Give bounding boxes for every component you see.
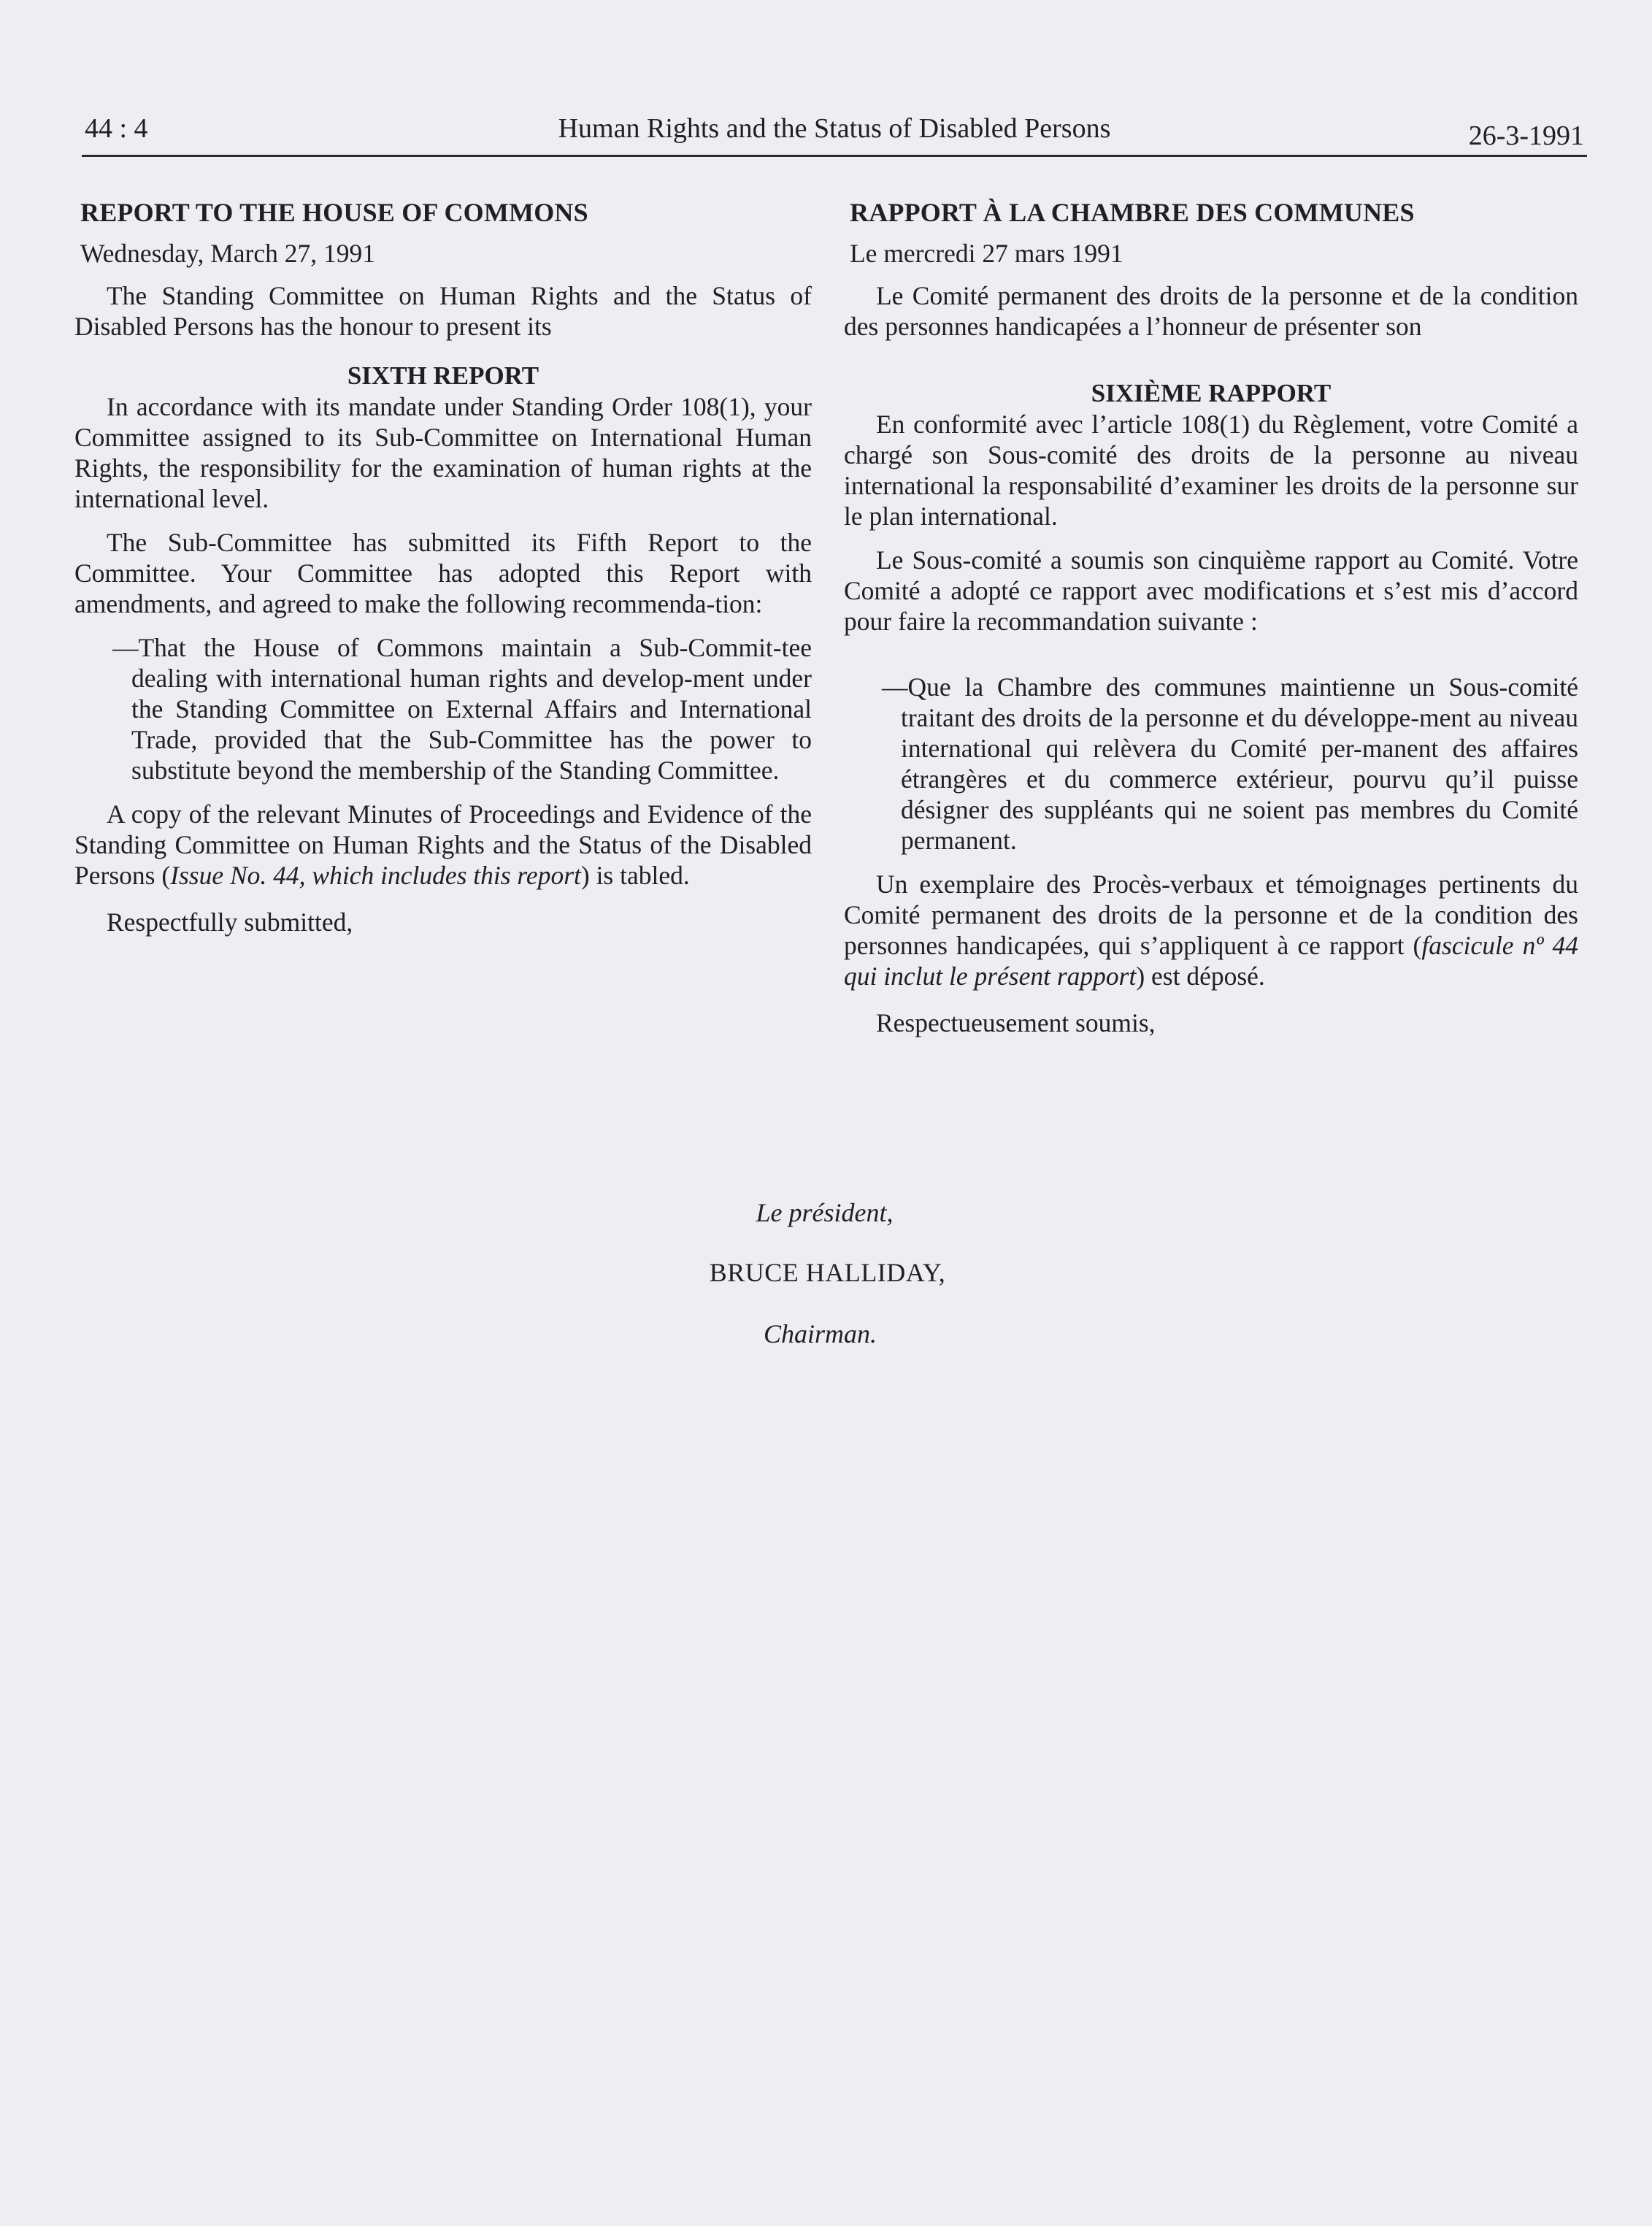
french-tabling-text-2: ) est déposé. — [1136, 962, 1265, 991]
french-recommendation: —Que la Chambre des communes maintienne un Sous-comité traitant des droits de la personne et du développe-ment au niveau international qui relèvera du Comité per-manent des affaires étrangères et du commerce extérieur, pourvu qu’il puisse désigner des suppléants qui ne soient pas membres du Comité permanent. — [882, 672, 1578, 855]
french-intro: Le Comité permanent des droits de la personne et de la condition des personnes handicapées a l’honneur de présenter son — [844, 281, 1578, 341]
french-heading: RAPPORT À LA CHAMBRE DES COMMUNES — [850, 198, 1415, 227]
english-tabling-paragraph — [74, 799, 812, 891]
french-tabling-paragraph — [844, 869, 1578, 991]
english-report-title: SIXTH REPORT — [347, 361, 539, 390]
english-recommendation: —That the House of Commons maintain a Sub-Commit-tee dealing with international human rights and develop-ment under the Standing Committee on External Affairs and International Trade, provided that the Sub-Committee has the power to substitute beyond the membership of the Standing Committee. — [112, 633, 812, 785]
english-intro: The Standing Committee on Human Rights and the Status of Disabled Persons has the honour to present its — [74, 281, 812, 341]
french-closing: Respectueusement soumis, — [876, 1008, 1156, 1037]
english-closing: Respectfully submitted, — [107, 907, 353, 937]
english-column — [74, 197, 812, 951]
french-tabling-issue: fascicule nº 44 qui inclut le présent rapport — [844, 931, 1578, 991]
english-tabling-text-1: A copy of the relevant Minutes of Proceedings and Evidence of the Standing Committee on Human Rights and the Status of the Disabled Persons ( — [74, 799, 812, 890]
french-paragraph-2: Le Sous-comité a soumis son cinquième rapport au Comité. Votre Comité a adopté ce rapport avec modifications et s’est mis d’accord pour faire la recommandation suivante : — [844, 545, 1578, 636]
page-header — [82, 110, 1587, 157]
english-tabling-text-2: ) is tabled. — [580, 861, 690, 890]
english-paragraph-1: In accordance with its mandate under Standing Order 108(1), your Committee assigned to its Sub-Committee on International Human Rights, the responsibility for the examination of human rights at the international level. — [74, 392, 812, 513]
page-folio: 44 : 4 — [85, 113, 148, 144]
signature-title-english: Chairman. — [763, 1319, 877, 1348]
signature-name: BRUCE HALLIDAY, — [709, 1258, 946, 1287]
french-column — [844, 197, 1578, 1051]
french-tabling-text-1: Un exemplaire des Procès-verbaux et témoignages pertinents du Comité permanent des droits de la personne et de la condition des personnes handicapées, qui s’appliquent à ce rapport ( — [844, 870, 1578, 960]
french-paragraph-1: En conformité avec l’article 108(1) du Règlement, votre Comité a chargé son Sous-comité des droits de la personne au niveau international la responsabilité d’examiner les droits de la personne sur le plan international. — [844, 410, 1578, 531]
signature-title-french: Le président, — [756, 1198, 894, 1227]
french-dateline: Le mercredi 27 mars 1991 — [850, 239, 1123, 268]
header-date: 26-3-1991 — [1468, 120, 1584, 151]
running-title: Human Rights and the Status of Disabled Persons — [558, 113, 1111, 144]
french-report-title: SIXIÈME RAPPORT — [1091, 379, 1332, 407]
english-dateline: Wednesday, March 27, 1991 — [80, 239, 375, 268]
english-paragraph-2: The Sub-Committee has submitted its Fifth Report to the Committee. Your Committee has adopted this Report with amendments, and agreed to make the following recommenda-tion: — [74, 528, 812, 618]
english-heading: REPORT TO THE HOUSE OF COMMONS — [80, 198, 588, 227]
english-tabling-issue: Issue No. 44, which includes this report — [170, 861, 581, 890]
